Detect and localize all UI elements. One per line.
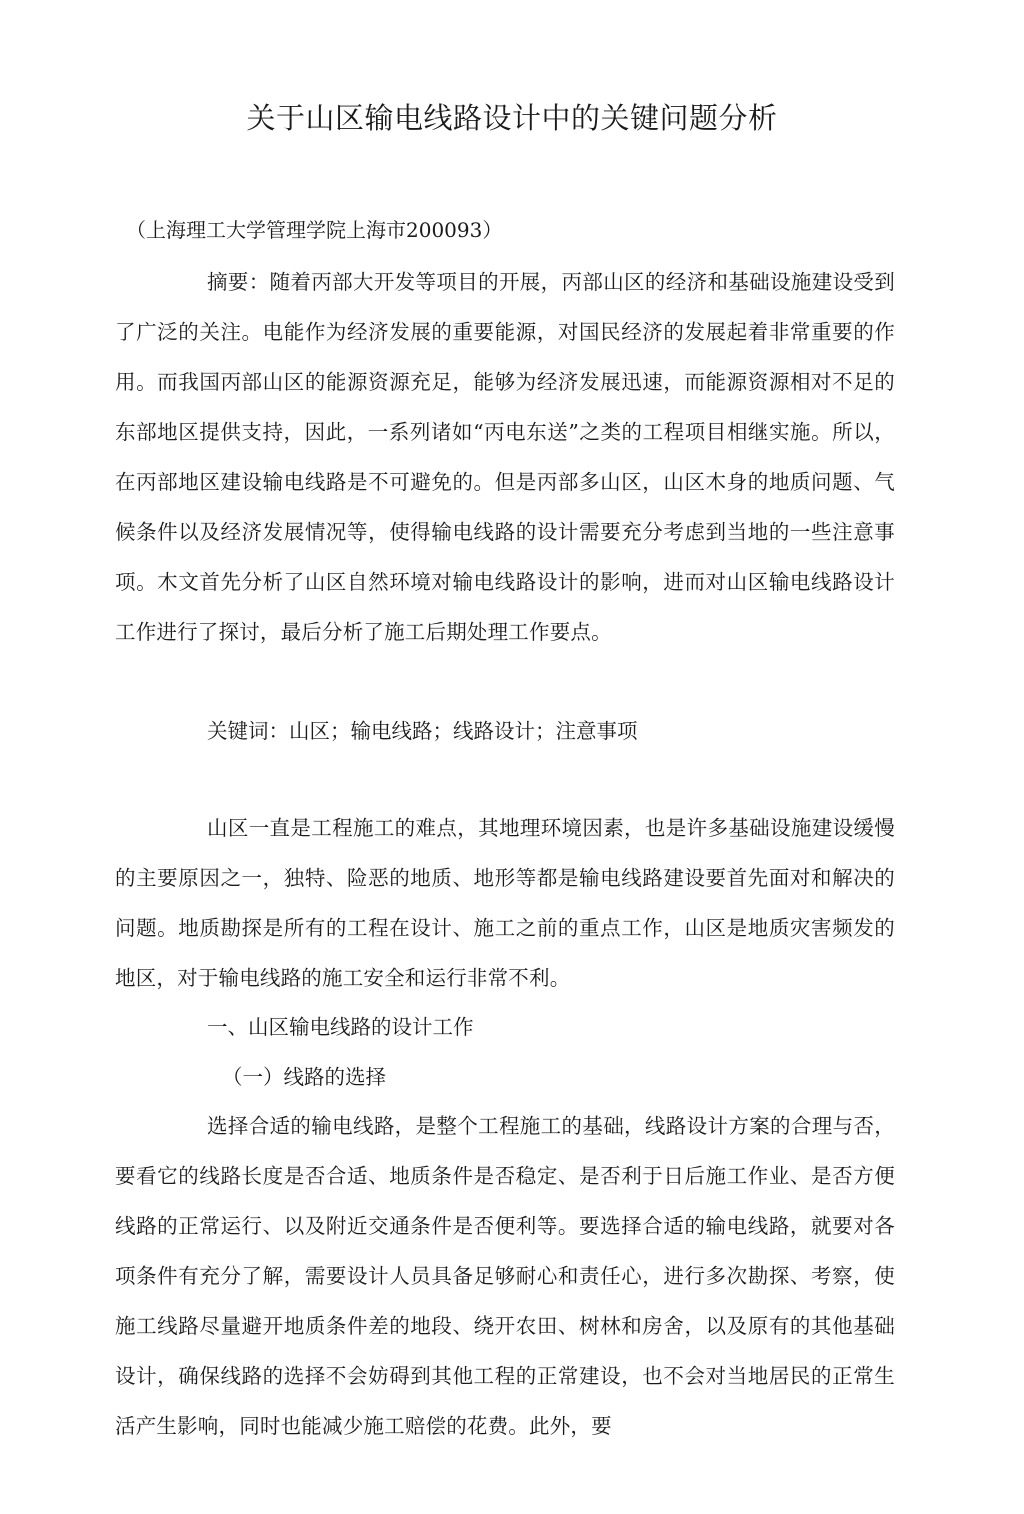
author-affiliation: （上海理工大学管理学院上海市200093） [126, 218, 503, 242]
abstract-paragraph: 摘要：随着丙部大开发等项目的开展，丙部山区的经济和基础设施建设受到了广泛的关注。电能作为经济发展的重要能源，对国民经济的发展起着非常重要的作用。而我国丙部山区的能源资源充足，能够为经济发展迅速，而能源资源相对不足的东部地区提供支持，因此，一系列诸如“丙电东送”之类的工程项目相继实施。所以，在丙部地区建设输电线路是不可避免的。但是丙部多山区，山区木身的地质问题、气候条件以及经济发展情况等，使得输电线路的设计需要充分考虑到当地的一些注意事项。木文首先分析了山区自然环境对输电线路设计的影响，进而对山区输电线路设计工作进行了探讨，最后分析了施工后期处理工作要点。 [115, 270, 895, 644]
subsection-heading: （一）线路的选择 [222, 1065, 386, 1089]
intro-paragraph: 山区一直是工程施工的难点，其地理环境因素，也是许多基础设施建设缓慢的主要原因之一，独特、险恶的地质、地形等都是输电线路建设要首先面对和解决的问题。地质勘探是所有的工程在设计、施工之前的重点工作，山区是地质灾害频发的地区，对于输电线路的施工安全和运行非常不利。 [115, 816, 895, 990]
document-title: 关于山区输电线路设计中的关键问题分析 [246, 101, 778, 135]
keywords-line: 关键词：山区；输电线路；线路设计；注意事项 [207, 719, 638, 743]
body-paragraph: 选择合适的输电线路，是整个工程施工的基础，线路设计方案的合理与否，要看它的线路长度是否合适、地质条件是否稳定、是否利于日后施工作业、是否方便线路的正常运行、以及附近交通条件是否便利等。要选择合适的输电线路，就要对各项条件有充分了解，需要设计人员具备足够耐心和责任心，进行多次勘探、考察，使施工线路尽量避开地质条件差的地段、绕开农田、树林和房舍，以及原有的其他基础设计，确保线路的选择不会妨碍到其他工程的正常建设，也不会对当地居民的正常生活产生影响，同时也能减少施工赔偿的花费。此外，要 [115, 1114, 895, 1438]
section-heading: 一、山区输电线路的设计工作 [207, 1015, 474, 1039]
